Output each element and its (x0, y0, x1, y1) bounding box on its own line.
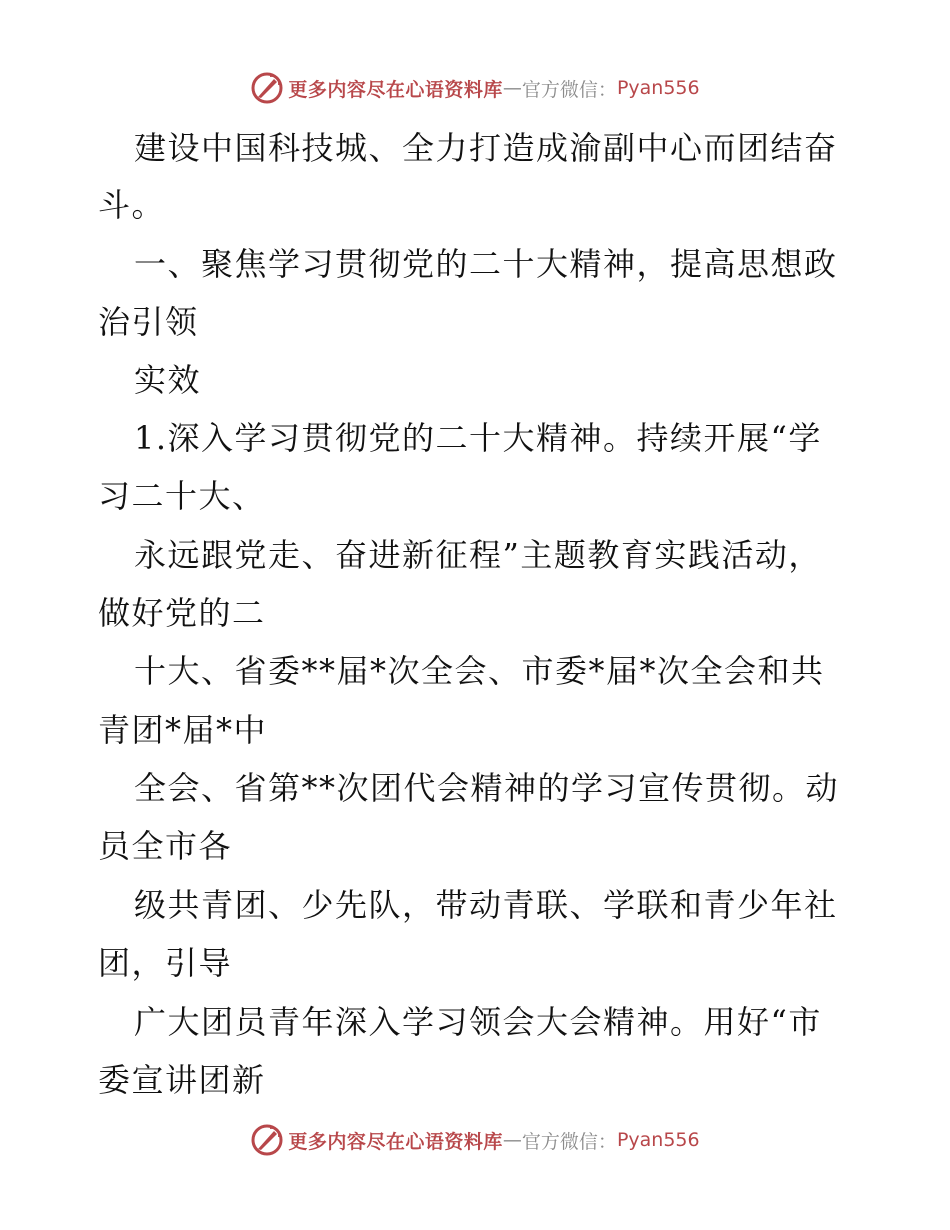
text-line: 全会、省第**次团代会精神的学习宣传贯彻。动 (134, 769, 840, 807)
text-line: 员全市各 (98, 827, 233, 865)
banner-official-label: 官方微信： (521, 1130, 617, 1153)
text-line: 做好党的二 (98, 594, 266, 632)
banner-wechat-id: Pyan556 (616, 77, 700, 99)
text-line: 委宣讲团新 (98, 1061, 266, 1099)
quill-logo-icon (250, 71, 284, 105)
text-line: 青团*届*中 (98, 711, 268, 749)
text-line: 习二十大、 (98, 477, 266, 515)
text-line: 一、聚焦学习贯彻党的二十大精神，提高思想政 (134, 245, 838, 283)
banner-dash: — (502, 77, 522, 99)
banner-wechat-id: Pyan556 (616, 1129, 700, 1151)
banner-dash: — (502, 1129, 522, 1151)
header-banner (0, 68, 950, 108)
text-line: 治引领 (98, 303, 199, 341)
text-line: 1.深入学习贯彻党的二十大精神。持续开展“学 (134, 419, 822, 457)
banner-main-text: 更多内容尽在心语资料库 (288, 78, 503, 101)
text-line: 级共青团、少先队，带动青联、学联和青少年社 (134, 886, 838, 924)
text-line: 团，引导 (98, 944, 233, 982)
text-line: 广大团员青年深入学习领会大会精神。用好“市 (134, 1003, 822, 1041)
text-line: 斗。 (98, 186, 166, 224)
footer-banner (0, 1120, 950, 1160)
banner-official-label: 官方微信： (521, 78, 617, 101)
text-line: 十大、省委**届*次全会、市委*届*次全会和共 (134, 652, 825, 690)
banner-main-text: 更多内容尽在心语资料库 (288, 1130, 503, 1153)
text-line: 永远跟党走、奋进新征程”主题教育实践活动， (134, 536, 822, 574)
quill-logo-icon (250, 1123, 284, 1157)
text-line: 实效 (134, 361, 202, 399)
text-line: 建设中国科技城、全力打造成渝副中心而团结奋 (134, 129, 838, 167)
